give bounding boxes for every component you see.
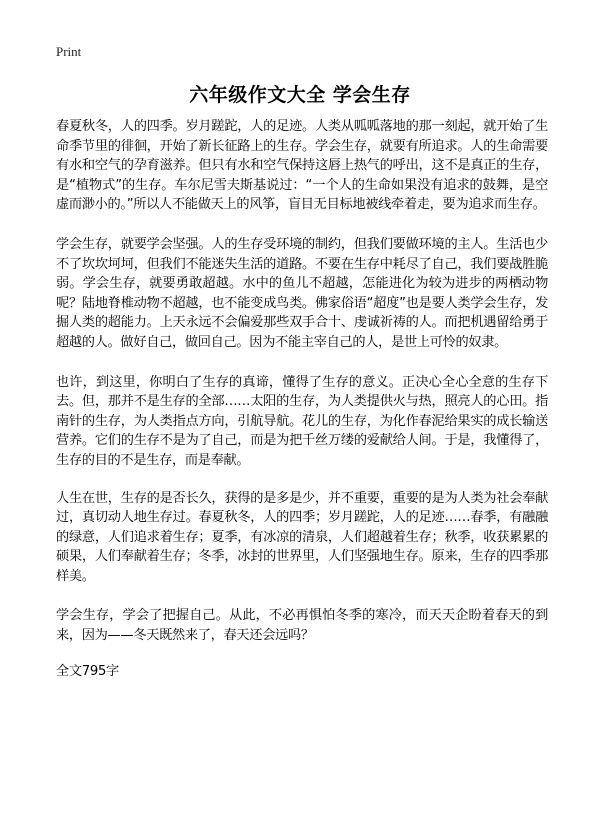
paragraph: 也许，到这里，你明白了生存的真谛，懂得了生存的意义。正决心全心全意的生存下去。但，那并不是生存的全部……太阳的生存，为人类提供火与热，照亮人的心田。指南针的生存，为人类指点方向，引航导航。花儿的生存，为化作春泥给果实的成长输送营养。它们的生存不是为了自己，而是为把千丝万缕的爱献给人间。于是，我懂得了，生存的目的不是生存，而是奉献。 bbox=[56, 374, 548, 468]
paragraph: 人生在世，生存的是否长久，获得的是多是少，并不重要，重要的是为人类为社会奉献过，真切动人地生存过。春夏秋冬，人的四季；岁月蹉跎，人的足迹……春季，有融融的绿意，人们追求着生存；夏季，有冰凉的清泉，人们超越着生存；秋季，收获累累的硕果，人们奉献着生存；冬季，冰封的世界里，人们坚强地生存。原来，生存的四季那样美。 bbox=[56, 490, 548, 584]
print-link[interactable]: Print bbox=[56, 44, 82, 59]
paragraph: 春夏秋冬，人的四季。岁月蹉跎，人的足迹。人类从呱呱落地的那一刻起，就开始了生命季节里的徘徊，开始了新长征路上的生存。学会生存，就要有所追求。人的生命需要有水和空气的孕育滋养。但只有水和空气保持这唇上热气的呼出，这不是真正的生存，是“植物式”的生存。车尔尼雪夫斯基说过：“一个人的生命如果没有追求的鼓舞，是空虚而渺小的。”所以人不能做天上的风筝，盲目无目标地被线牵着走，要为追求而生存。 bbox=[56, 119, 548, 213]
word-count: 全文795字 bbox=[56, 663, 119, 679]
paragraph: 学会生存，学会了把握自己。从此，不必再惧怕冬季的寒冷，而天天企盼着春天的到来，因为——冬天既然来了，春天还会远吗？ bbox=[56, 608, 548, 644]
paragraph: 学会生存，就要学会坚强。人的生存受环境的制约，但我们要做环境的主人。生活也少不了坎坎坷坷，但我们不能迷失生活的道路。不要在生存中耗尽了自己，我们要战胜脆弱。学会生存，就要勇敢超越。水中的鱼儿不超越，怎能进化为较为进步的两栖动物呢？陆地脊椎动物不超越，也不能变成鸟类。佛家俗语“超度”也是要人类学会生存，发掘人类的超能力。上天永远不会偏爱那些双手合十、虔诚祈祷的人。而把机遇留给勇于超越的人。做好自己，做回自己。因为不能主宰自己的人，是世上可怜的奴隶。 bbox=[56, 236, 548, 350]
article-title: 六年级作文大全 学会生存 bbox=[189, 84, 411, 106]
article-body bbox=[56, 117, 548, 681]
